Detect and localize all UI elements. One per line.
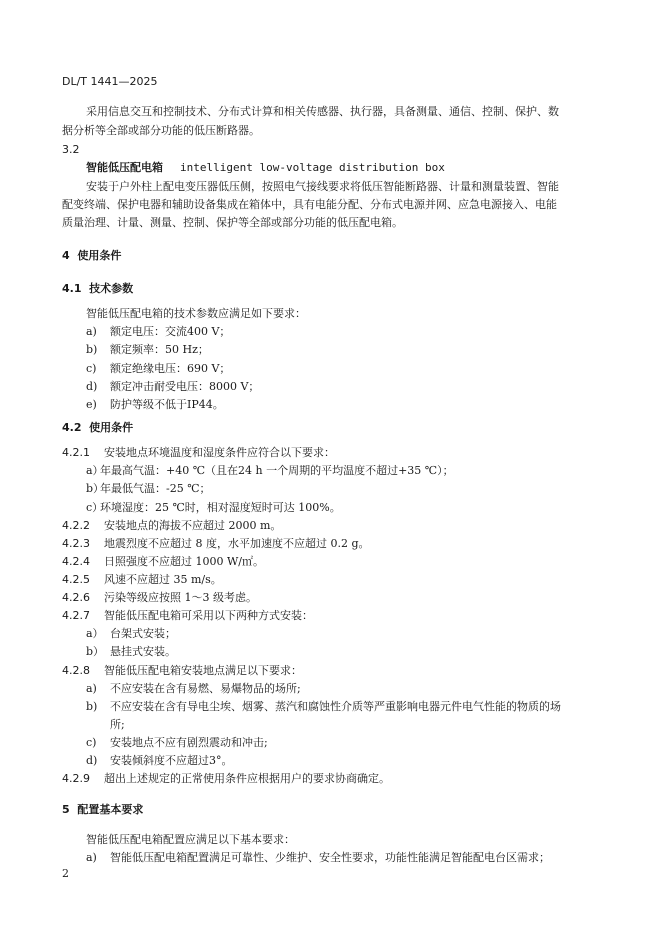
list-item-text: 不应安装在含有导电尘埃、烟雾、蒸汽和腐蚀性介质等严重影响电器元件电气性能的物质的场 [110,700,561,713]
clause-number: 4.2.7 [62,609,90,622]
clause-number-3-2: 3.2 [62,143,80,156]
list-item-label: d) [86,754,98,767]
list-item-label: c) [86,736,97,749]
clause-text-4-2-8: 智能低压配电箱安装地点满足以下要求： [104,664,302,677]
list-item-text-continued: 所; [110,718,125,731]
clause-number-4-2-8: 4.2.8 [62,664,90,677]
clause-text: 地震烈度不应超过 8 度，水平加速度不应超过 0.2 g。 [104,537,370,550]
clause-text-4-2-1: 安装地点环境温度和湿度条件应符合以下要求： [104,446,335,459]
section-4-2-title: 4.2 使用条件 [62,421,134,434]
list-item-label: a) [86,851,97,864]
clause-number: 4.2.6 [62,591,90,604]
clause-text-4-2-9: 超出上述规定的正常使用条件应根据用户的要求协商确定。 [104,772,390,785]
section-5-intro: 智能低压配电箱配置应满足以下基本要求： [86,833,295,846]
list-item-label: b) [86,343,98,356]
clause-text: 日照强度不应超过 1000 W/㎡。 [104,555,264,568]
section-5-title: 5 配置基本要求 [62,803,144,816]
intro-line-1: 采用信息交互和控制技术、分布式计算和相关传感器、执行器，具备测量、通信、控制、保护、数 [86,105,559,118]
clause-text: 智能低压配电箱可采用以下两种方式安装： [104,609,313,622]
list-item-text: 额定频率：50 Hz； [110,343,209,356]
term-chinese: 智能低压配电箱 [86,161,163,174]
term-definition-line-1: 安装于户外柱上配电变压器低压侧，按照电气接线要求将低压智能断路器、计量和测量装置、智能 [86,180,559,193]
list-item-label: a) [86,682,97,695]
clause-text: 风速不应超过 35 m/s。 [104,573,222,586]
list-item-text: 年最低气温：-25 ℃； [100,482,211,495]
page-number: 2 [62,867,69,880]
list-item-label: b) [86,700,98,713]
list-item-label: a） [86,627,104,640]
term-english: intelligent low-voltage distribution box [180,161,445,174]
list-item-text: 不应安装在含有易燃、易爆物品的场所; [110,682,301,695]
list-item-label: a） [86,464,104,477]
list-item-label: c) [86,362,97,375]
list-item-label: d) [86,380,98,393]
list-item-label: b） [86,645,105,658]
list-item-label: b） [86,482,105,495]
list-item-text: 额定绝缘电压：690 V； [110,362,231,375]
list-item-text: 额定电压：交流400 V； [110,325,231,338]
clause-number: 4.2.2 [62,519,90,532]
section-4-1-intro: 智能低压配电箱的技术参数应满足如下要求： [86,307,306,320]
clause-text: 污染等级应按照 1～3 级考虑。 [104,591,257,604]
list-item-text: 防护等级不低于IP44。 [110,398,224,411]
list-item-label: a) [86,325,97,338]
list-item-text: 安装地点不应有剧烈震动和冲击; [110,736,268,749]
clause-number-4-2-1: 4.2.1 [62,446,90,459]
list-item-text: 年最高气温：+40 ℃（且在24 h 一个周期的平均温度不超过+35 ℃）； [100,464,454,477]
clause-number-4-2-9: 4.2.9 [62,772,90,785]
clause-number: 4.2.4 [62,555,90,568]
section-4-1-title: 4.1 技术参数 [62,282,134,295]
list-item-text: 额定冲击耐受电压：8000 V； [110,380,260,393]
clause-number: 4.2.5 [62,573,90,586]
clause-number: 4.2.3 [62,537,90,550]
clause-text: 安装地点的海拔不应超过 2000 m。 [104,519,282,532]
list-item-label: e) [86,398,97,411]
list-item-text: 悬挂式安装。 [110,645,176,658]
intro-line-2: 据分析等全部或部分功能的低压断路器。 [62,124,260,137]
document-id: DL/T 1441—2025 [62,75,158,88]
list-item-label: c） [86,501,104,514]
list-item-text: 智能低压配电箱配置满足可靠性、少维护、安全性要求，功能性能满足智能配电台区需求； [110,851,550,864]
list-item-text: 安装倾斜度不应超过3°。 [110,754,233,767]
section-4-title: 4 使用条件 [62,249,122,262]
list-item-text: 环境湿度：25 ℃时，相对湿度短时可达 100%。 [100,501,341,514]
term-definition-line-3: 质量治理、计量、测量、控制、保护等全部或部分功能的低压配电箱。 [62,216,403,229]
term-definition-line-2: 配变终端、保护电器和辅助设备集成在箱体中，具有电能分配、分布式电源并网、应急电源接入、电能 [62,198,557,211]
list-item-text: 台架式安装； [110,627,176,640]
